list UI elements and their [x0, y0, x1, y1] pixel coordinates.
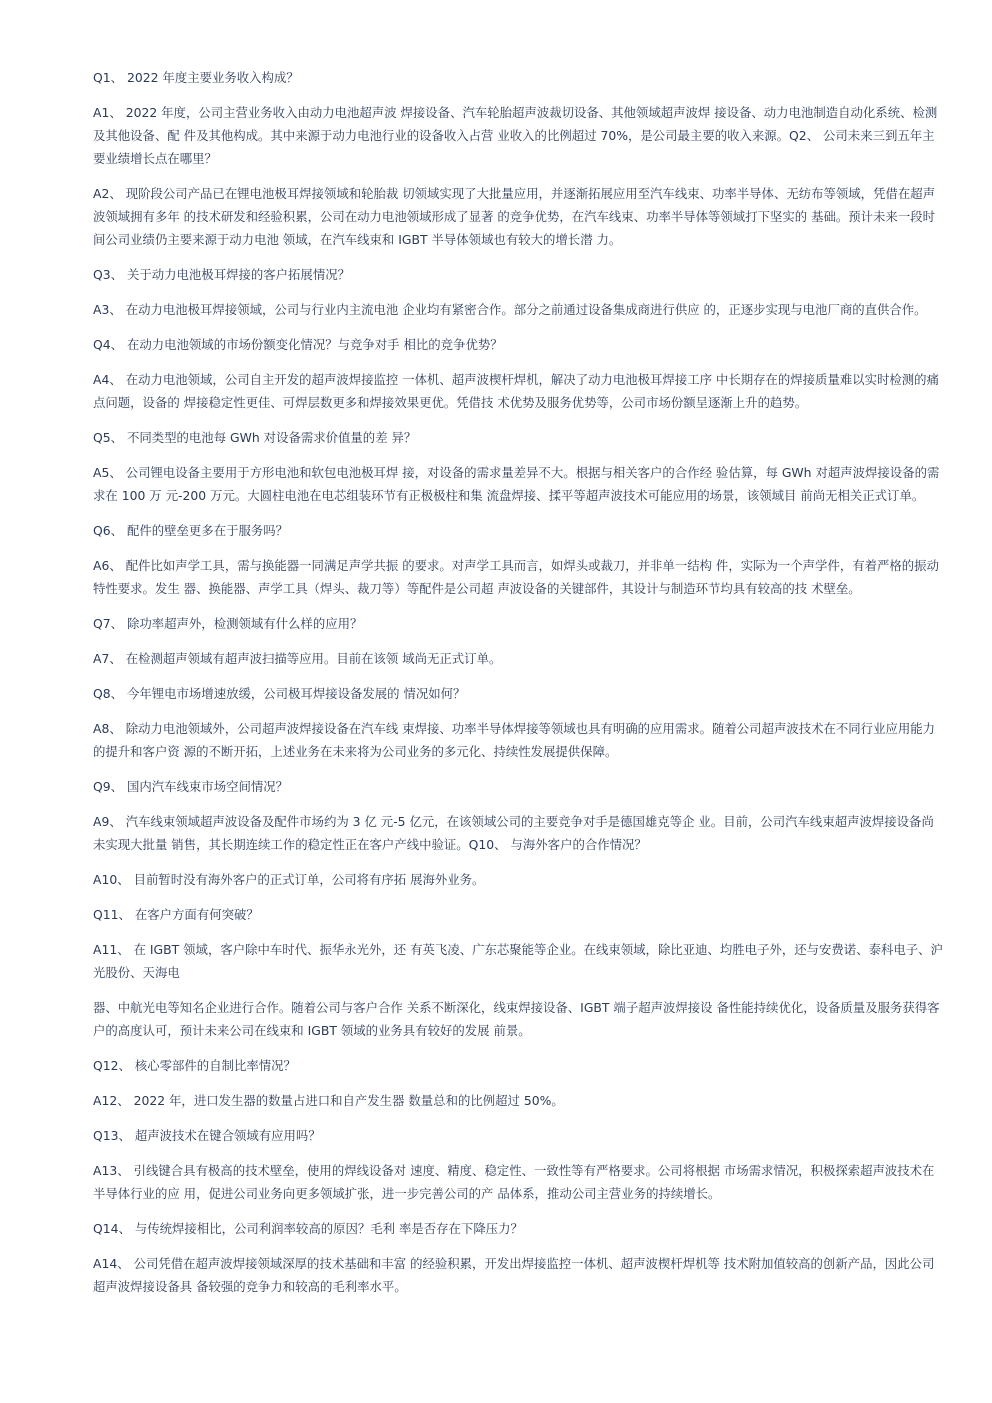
question-q13: Q13、 超声波技术在键合领域有应用吗？ [93, 1128, 321, 1143]
answer-a2: A2、 现阶段公司产品已在锂电池极耳焊接领域和轮胎裁 切领域实现了大批量应用，并逐渐拓展应用至汽车线束、功率半导体、无纺布等领域，凭借在超声波领域拥有多年 的技术研发和经验积累，公司在动力电池领域形成了显著 的竞争优势，在汽车线束、功率半导体等领域打下坚实的 基础。预计未来一段时间公司业绩仍主要来源于动力电池 领域，在汽车线束和 IGBT 半导体领域也有较大的增长潜 力。 [93, 186, 936, 247]
question-q7: Q7、 除功率超声外，检测领域有什么样的应用？ [93, 616, 363, 631]
answer-a12: A12、 2022 年，进口发生器的数量占进口和自产发生器 数量总和的比例超过 50%。 [93, 1093, 564, 1108]
answer-a1: A1、 2022 年度，公司主营业务收入由动力电池超声波 焊接设备、汽车轮胎超声波裁切设备、其他领域超声波焊 接设备、动力电池制造自动化系统、检测及其他设备、配 件及其他构成。其中来源于动力电池行业的设备收入占营 业收入的比例超过 70%，是公司最主要的收入来源。Q2、 公司未来三到五年主要业绩增长点在哪里？ [93, 105, 938, 166]
answer-a5: A5、 公司锂电设备主要用于方形电池和软包电池极耳焊 接，对设备的需求量差异不大。根据与相关客户的合作经 验估算，每 GWh 对超声波焊接设备的需求在 100 万 元-200 万元。大圆柱电池在电芯组装环节有正极极柱和集 流盘焊接、揉平等超声波技术可能应用的场景，该领域目 前尚无相关正式订单。 [93, 465, 940, 503]
answer-a14: A14、 公司凭借在超声波焊接领域深厚的技术基础和丰富 的经验积累，开发出焊接监控一体机、超声波楔杆焊机等 技术附加值较高的创新产品，因此公司超声波焊接设备具 备较强的竞争力和较高的毛利率水平。 [93, 1256, 935, 1294]
answer-a13: A13、 引线键合具有极高的技术壁垒，使用的焊线设备对 速度、精度、稳定性、一致性等有严格要求。公司将根据 市场需求情况，积极探索超声波技术在半导体行业的应 用，促进公司业务向更多领域扩张，进一步完善公司的产 品体系，推动公司主营业务的持续增长。 [93, 1163, 935, 1201]
question-q6: Q6、 配件的壁垒更多在于服务吗？ [93, 523, 289, 538]
answer-a9: A9、 汽车线束领域超声波设备及配件市场约为 3 亿 元-5 亿元，在该领域公司的主要竞争对手是德国雄克等企 业。目前，公司汽车线束超声波焊接设备尚未实现大批量 销售，其长期连续工作的稳定性正在客户产线中验证。Q10、 与海外客户的合作情况？ [93, 814, 934, 852]
question-q4: Q4、 在动力电池领域的市场份额变化情况？与竞争对手 相比的竞争优势？ [93, 337, 503, 352]
answer-a3: A3、 在动力电池极耳焊接领域，公司与行业内主流电池 企业均有紧密合作。部分之前通过设备集成商进行供应 的，正逐步实现与电池厂商的直供合作。 [93, 302, 927, 317]
answer-a7: A7、 在检测超声领域有超声波扫描等应用。目前在该领 域尚无正式订单。 [93, 651, 502, 666]
question-q1: Q1、 2022 年度主要业务收入构成？ [93, 70, 299, 85]
question-q8: Q8、 今年锂电市场增速放缓，公司极耳焊接设备发展的 情况如何？ [93, 686, 466, 701]
answer-a4: A4、 在动力电池领域，公司自主开发的超声波焊接监控 一体机、超声波楔杆焊机，解决了动力电池极耳焊接工序 中长期存在的焊接质量难以实时检测的痛点问题，设备的 焊接稳定性更佳、可焊层数更多和焊接效果更优。凭借技 术优势及服务优势等，公司市场份额呈逐渐上升的趋势。 [93, 372, 939, 410]
answer-a10: A10、 目前暂时没有海外客户的正式订单，公司将有序拓 展海外业务。 [93, 872, 485, 887]
answer-a11: A11、 在 IGBT 领域，客户除中车时代、振华永光外，还 有英飞凌、广东芯聚能等企业。在线束领域，除比亚迪、均胜电子外，还与安费诺、泰科电子、沪光股份、天海电 [93, 942, 943, 980]
question-q12: Q12、 核心零部件的自制比率情况？ [93, 1058, 296, 1073]
answer-a8: A8、 除动力电池领域外，公司超声波焊接设备在汽车线 束焊接、功率半导体焊接等领域也具有明确的应用需求。随着公司超声波技术在不同行业应用能力的提升和客户资 源的不断开拓，上述业务在未来将为公司业务的多元化、持续性发展提供保障。 [93, 721, 936, 759]
answer-a11-continued: 器、中航光电等知名企业进行合作。随着公司与客户合作 关系不断深化，线束焊接设备、IGBT 端子超声波焊接设 备性能持续优化，设备质量及服务获得客户的高度认可，预计未来公司在线束和 IGBT 领域的业务具有较好的发展 前景。 [93, 1000, 940, 1038]
document-page [93, 66, 943, 1310]
question-q11: Q11、 在客户方面有何突破？ [93, 907, 259, 922]
question-q3: Q3、 关于动力电池极耳焊接的客户拓展情况？ [93, 267, 350, 282]
question-q14: Q14、 与传统焊接相比，公司利润率较高的原因？毛利 率是否存在下降压力？ [93, 1221, 523, 1236]
question-q9: Q9、 国内汽车线束市场空间情况？ [93, 779, 289, 794]
answer-a6: A6、 配件比如声学工具，需与换能器一同满足声学共振 的要求。对声学工具而言，如焊头或裁刀，并非单一结构 件，实际为一个声学件，有着严格的振动特性要求。发生 器、换能器、声学工具（焊头、裁刀等）等配件是公司超 声波设备的关键部件，其设计与制造环节均具有较高的技 术壁垒。 [93, 558, 939, 596]
question-q5: Q5、 不同类型的电池每 GWh 对设备需求价值量的差 异？ [93, 430, 417, 445]
